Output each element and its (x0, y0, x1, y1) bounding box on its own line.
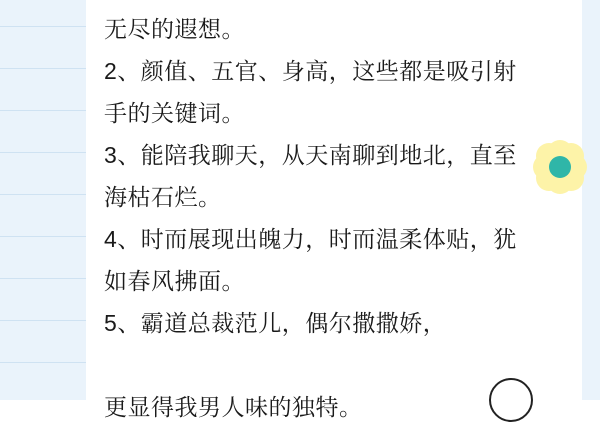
paragraph-clipped: 更显得我男人味的独特。 (104, 394, 363, 420)
circle-doodle-icon (489, 378, 533, 422)
left-decorative-strip (0, 0, 86, 400)
paragraph-0: 无尽的遐想。 (104, 16, 245, 42)
paragraph-2: 3、能陪我聊天，从天南聊到地北，直至海枯石烂。 (104, 142, 517, 210)
paragraph-3: 4、时而展现出魄力，时而温柔体贴，犹如春风拂面。 (104, 226, 517, 294)
flower-icon (533, 140, 587, 194)
paragraph-1: 2、颜值、五官、身高，这些都是吸引射手的关键词。 (104, 58, 517, 126)
content-card (86, 0, 582, 420)
text-body (104, 8, 524, 344)
right-decorative-strip (582, 0, 600, 400)
paragraph-4: 5、霸道总裁范儿，偶尔撒撒娇， (104, 310, 447, 336)
